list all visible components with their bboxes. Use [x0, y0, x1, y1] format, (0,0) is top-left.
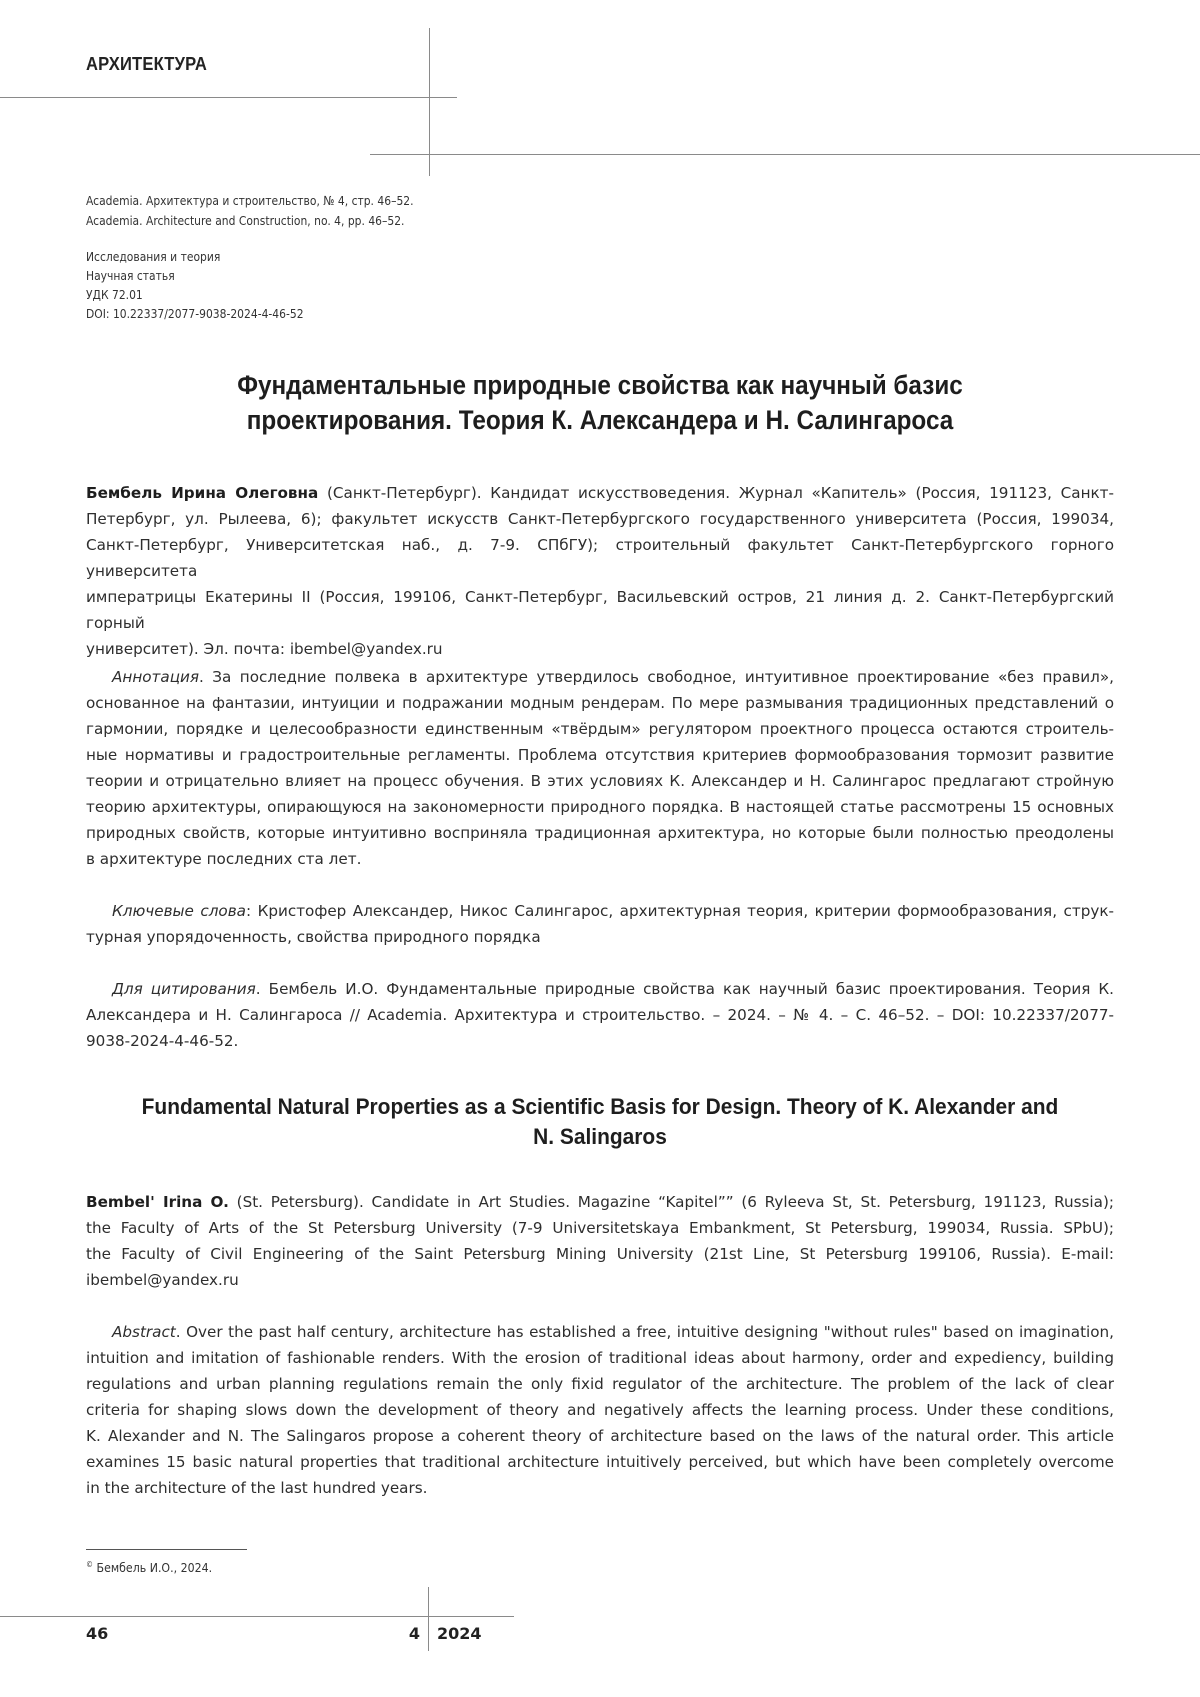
footer-vertical-rule	[428, 1587, 429, 1651]
author-line: Bembel' Irina O. (St. Petersburg). Candidate in Art Studies. Magazine “Kapitel”” (6 Ryleeva St, St. Petersburg, 191123, Russia);	[86, 1193, 1114, 1211]
footer-rule	[0, 1616, 514, 1617]
title-line: N. Salingaros	[533, 1124, 667, 1149]
header-rule	[0, 97, 457, 98]
keywords-line: турная упорядоченность, свойства природного порядка	[86, 928, 541, 946]
keywords-label: Ключевые слова	[112, 902, 246, 920]
issue-number: 4	[408, 1624, 420, 1643]
annotation-ru	[86, 664, 1114, 872]
doi[interactable]: DOI: 10.22337/2077-9038-2024-4-46-52	[86, 306, 304, 321]
author-line: the Faculty of Arts of the St Petersburg University (7-9 Universitetskaya Embankment, St Petersburg, 199034, Russia. SPbU);	[86, 1219, 1114, 1237]
citation-line: Александера и Н. Салингароса // Academia. Архитектура и строительство. – 2024. – № 4. – С. 46–52. – DOI: 10.22337/2077-	[86, 1006, 1114, 1024]
annotation-line: ные нормативы и градостроительные регламенты. Проблема отсутствия критериев формообразования тормозит развитие	[86, 746, 1114, 764]
author-line: Бембель Ирина Олеговна (Санкт-Петербург). Кандидат искусствоведения. Журнал «Капитель» (Россия, 191123, Санкт-	[86, 484, 1114, 502]
section-label: АРХИТЕКТУРА	[86, 54, 207, 74]
author-line: Петербург, ул. Рылеева, 6); факультет искусств Санкт-Петербургского государственного университета (Россия, 199034,	[86, 510, 1114, 528]
copyright-mark: ©	[86, 1560, 94, 1569]
title-line: проектирования. Теория К. Александера и Н. Салингароса	[246, 405, 954, 435]
title-line: Фундаментальные природные свойства как научный базис	[237, 370, 963, 400]
keywords-line: Ключевые слова: Кристофер Александер, Никос Салингарос, архитектурная теория, критерии формообразования, струк-	[112, 902, 1114, 920]
author-line: the Faculty of Civil Engineering of the Saint Petersburg Mining University (21st Line, St Petersburg 199106, Russia). E-mail:	[86, 1245, 1114, 1263]
author-line: университет). Эл. почта: ibembel@yandex.ru	[86, 640, 443, 658]
article-type: Научная статья	[86, 268, 175, 283]
keywords-ru	[86, 898, 1114, 950]
header-rule-right	[370, 154, 1200, 155]
copyright-footnote: © Бембель И.О., 2024.	[86, 1560, 213, 1576]
page-number: 46	[86, 1624, 109, 1643]
abstract-line: criteria for shaping slows down the development of theory and negatively affects the learning process. Under these conditions,	[86, 1401, 1114, 1419]
abstract-line: in the architecture of the last hundred years.	[86, 1479, 428, 1497]
citation-line: 9038-2024-4-46-52.	[86, 1032, 239, 1050]
author-line: ibembel@yandex.ru	[86, 1271, 239, 1289]
journal-reference-ru: Academia. Архитектура и строительство, № 4, стр. 46–52.	[86, 193, 414, 208]
annotation-line: в архитектуре последних ста лет.	[86, 850, 362, 868]
journal-reference-en: Academia. Architecture and Construction, no. 4, pp. 46–52.	[86, 213, 405, 228]
annotation-line: теорию архитектуры, опирающуюся на закономерности природного порядка. В настоящей статье рассмотрены 15 основных	[86, 798, 1114, 816]
abstract-label: Abstract	[112, 1323, 176, 1341]
abstract-line: examines 15 basic natural properties that traditional architecture intuitively perceived, but which have been completely overcome	[86, 1453, 1114, 1471]
annotation-line: гармонии, порядке и целесообразности единственным «твёрдым» регулятором проектного процесса остаются строитель-	[86, 720, 1114, 738]
article-title-ru	[0, 368, 1200, 438]
footnote-rule	[86, 1549, 247, 1550]
author-name: Bembel' Irina O.	[86, 1193, 229, 1211]
abstract-en	[86, 1319, 1114, 1501]
citation-line: Для цитирования. Бембель И.О. Фундаментальные природные свойства как научный базис проектирования. Теория К.	[112, 980, 1114, 998]
author-info-en	[86, 1189, 1114, 1293]
author-name: Бембель Ирина Олеговна	[86, 484, 319, 502]
author-line: императрицы Екатерины II (Россия, 199106, Санкт-Петербург, Васильевский остров, 21 линия д. 2. Санкт-Петербургский горный	[86, 588, 1114, 632]
annotation-line: природных свойств, которые интуитивно восприняла традиционная архитектура, но которые были полностью преодолены	[86, 824, 1114, 842]
abstract-line: regulations and urban planning regulations remain the only fixid regulator of the architecture. The problem of the lack of clear	[86, 1375, 1114, 1393]
annotation-line: теории и отрицательно влияет на процесс обучения. В этих условиях К. Александер и Н. Салингарос предлагают стройную	[86, 772, 1114, 790]
abstract-line: Abstract. Over the past half century, architecture has established a free, intuitive designing "without rules" based on imagination,	[112, 1323, 1114, 1341]
abstract-line: intuition and imitation of fashionable renders. With the erosion of traditional ideas about harmony, order and expediency, building	[86, 1349, 1114, 1367]
abstract-line: K. Alexander and N. The Salingaros propose a coherent theory of architecture based on the laws of the natural order. This article	[86, 1427, 1114, 1445]
author-info-ru	[86, 480, 1114, 662]
annotation-line: Аннотация. За последние полвека в архитектуре утвердилось свободное, интуитивное проектирование «без правил»,	[112, 668, 1114, 686]
annotation-line: основанное на фантазии, интуиции и подражании модным рендерам. По мере размывания традиционных представлений о	[86, 694, 1114, 712]
rubric: Исследования и теория	[86, 249, 221, 264]
title-line: Fundamental Natural Properties as a Scientific Basis for Design. Theory of K. Alexander and	[141, 1094, 1059, 1119]
issue-year: 2024	[437, 1624, 482, 1643]
udc-code: УДК 72.01	[86, 287, 143, 302]
citation-ru	[86, 976, 1114, 1054]
citation-label: Для цитирования	[112, 980, 256, 998]
article-title-en	[0, 1092, 1200, 1152]
author-line: Санкт-Петербург, Университетская наб., д. 7-9. СПбГУ); строительный факультет Санкт-Петербургского горного университета	[86, 536, 1114, 580]
annotation-label: Аннотация	[112, 668, 200, 686]
